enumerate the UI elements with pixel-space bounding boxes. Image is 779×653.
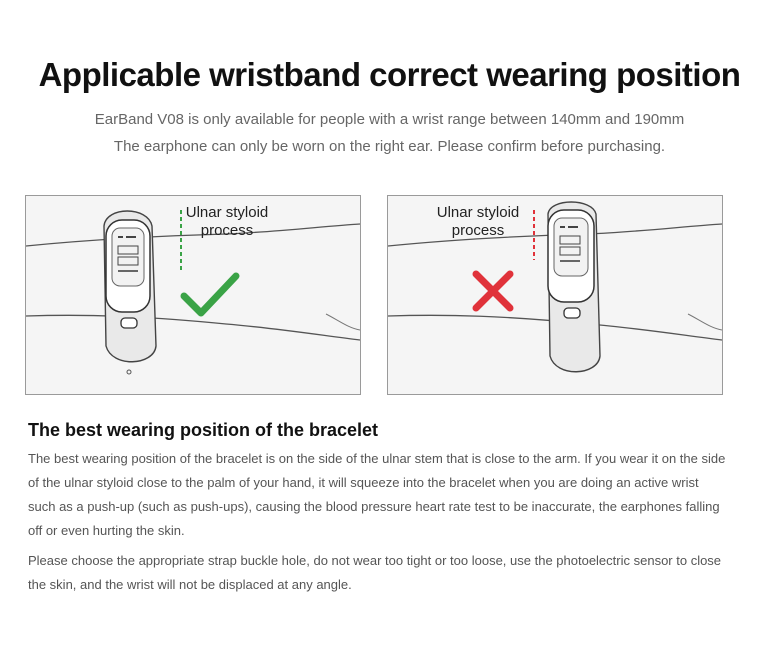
- ulnar-styloid-label: [418, 204, 538, 240]
- check-icon: [184, 276, 236, 313]
- incorrect-position-figure: [387, 195, 723, 395]
- label-line-1: Ulnar styloid: [185, 204, 269, 221]
- page-title: Applicable wristband correct wearing position: [38, 56, 741, 93]
- body-paragraph-2: Please choose the appropriate strap buckle hole, do not wear too tight or too loose, use the photoelectric sensor to close the skin, and the wrist will not be displaced at any angle.: [28, 553, 722, 592]
- cross-icon: [476, 274, 510, 308]
- body-paragraph-1: The best wearing position of the bracelet is on the side of the ulnar stem that is close to the arm. If you wear it on the side of the ulnar styloid close to the palm of your hand, it will squeeze into the bracelet when you are doing an active wrist such as a push-up (such as push-ups), causing the blood pressure heart rate test to be inaccurate, the earphones falling off or even hurting the skin.: [28, 451, 726, 538]
- subtitle-line-1: EarBand V08 is only available for people with a wrist range between 140mm and 190mm: [94, 111, 685, 128]
- section-heading: The best wearing position of the bracelet: [28, 420, 379, 440]
- label-line-2: process: [200, 222, 254, 239]
- label-line-1: Ulnar styloid: [436, 204, 520, 221]
- subtitle-line-2: The earphone can only be worn on the right ear. Please confirm before purchasing.: [113, 138, 666, 155]
- correct-position-figure: [25, 195, 361, 395]
- ulnar-styloid-label: [167, 204, 287, 240]
- label-line-2: process: [451, 222, 505, 239]
